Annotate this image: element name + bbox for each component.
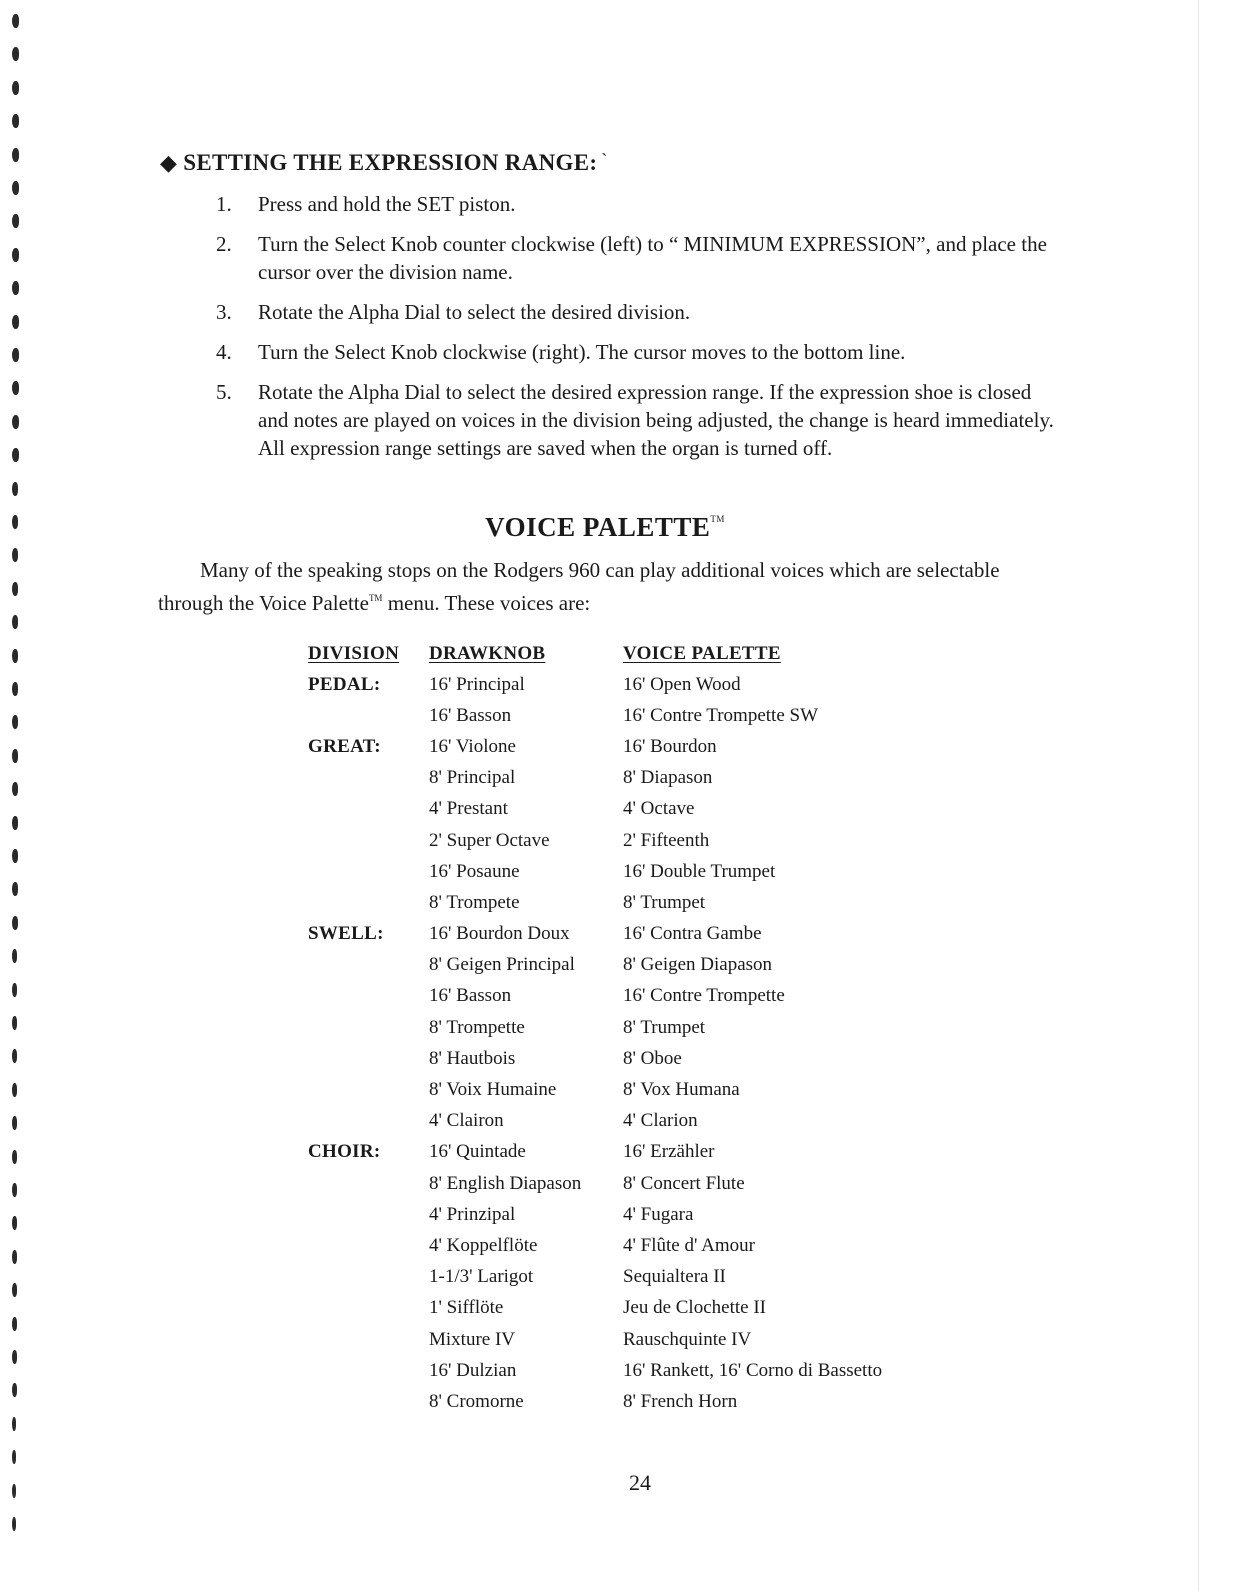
step-number: 5. bbox=[216, 380, 232, 404]
drawknob-cell: 16' Bourdon Doux bbox=[429, 923, 570, 945]
division-cell: SWELL: bbox=[308, 923, 384, 945]
binding-hole bbox=[12, 649, 18, 663]
binding-hole bbox=[12, 315, 19, 329]
division-cell bbox=[308, 887, 429, 918]
voice-cell: 16' Rankett, 16' Corno di Bassetto bbox=[623, 1359, 883, 1381]
voice-cell: Sequialtera II bbox=[623, 1266, 726, 1288]
drawknob-cell: 4' Prinzipal bbox=[429, 1203, 516, 1225]
division-cell bbox=[308, 1199, 429, 1230]
binding-hole bbox=[12, 1517, 16, 1531]
drawknob-cell: 8' Hautbois bbox=[429, 1047, 516, 1069]
binding-hole bbox=[12, 381, 19, 395]
binding-hole bbox=[12, 949, 17, 963]
division-cell bbox=[308, 1043, 429, 1074]
drawknob-cell: 8' Trompette bbox=[429, 1016, 525, 1038]
drawknob-cell: 8' Trompete bbox=[429, 891, 520, 913]
drawknob-cell: 16' Posaune bbox=[429, 860, 520, 882]
table-row bbox=[308, 950, 882, 981]
table-row bbox=[308, 669, 882, 700]
division-cell: CHOIR: bbox=[308, 1141, 381, 1163]
voice-palette-table bbox=[308, 638, 882, 1418]
division-column-header: DIVISION bbox=[308, 642, 400, 664]
voice-cell: 8' Oboe bbox=[623, 1047, 682, 1069]
step-text: Press and hold the SET piston. bbox=[258, 192, 516, 216]
table-row bbox=[308, 1012, 882, 1043]
table-row bbox=[308, 794, 882, 825]
division-cell bbox=[308, 1106, 429, 1137]
voice-cell: 8' Trumpet bbox=[623, 1016, 706, 1038]
binding-hole bbox=[12, 1083, 17, 1097]
binding-hole bbox=[12, 715, 18, 729]
division-cell bbox=[308, 856, 429, 887]
drawknob-cell: 16' Dulzian bbox=[429, 1359, 517, 1381]
division-cell bbox=[308, 1262, 429, 1293]
drawknob-cell: 4' Prestant bbox=[429, 798, 508, 820]
division-cell bbox=[308, 1324, 429, 1355]
drawknob-cell: 16' Principal bbox=[429, 673, 525, 695]
drawknob-cell: 1-1/3' Larigot bbox=[429, 1266, 534, 1288]
voice-cell: 16' Bourdon bbox=[623, 735, 717, 757]
table-row bbox=[308, 731, 882, 762]
division-cell bbox=[308, 1230, 429, 1261]
expression-steps-list bbox=[210, 190, 1060, 474]
voice-cell: 4' Fugara bbox=[623, 1203, 694, 1225]
drawknob-cell: 8' English Diapason bbox=[429, 1172, 582, 1194]
step-number: 2. bbox=[216, 232, 232, 256]
voice-cell: 16' Contre Trompette SW bbox=[623, 704, 819, 726]
step-item bbox=[210, 338, 1060, 366]
table-row bbox=[308, 887, 882, 918]
voice-cell: 8' Concert Flute bbox=[623, 1172, 745, 1194]
drawknob-cell: 4' Koppelflöte bbox=[429, 1234, 538, 1256]
binding-hole bbox=[12, 749, 18, 763]
table-row bbox=[308, 825, 882, 856]
drawknob-column-header: DRAWKNOB bbox=[429, 642, 546, 664]
voice-cell: 8' Geigen Diapason bbox=[623, 954, 773, 976]
table-row bbox=[308, 763, 882, 794]
binding-hole bbox=[12, 1016, 17, 1030]
binding-hole bbox=[12, 181, 19, 195]
division-cell bbox=[308, 763, 429, 794]
stray-mark: ˋ bbox=[601, 150, 608, 170]
drawknob-cell: 16' Violone bbox=[429, 735, 516, 757]
step-item bbox=[210, 230, 1060, 286]
table-row bbox=[308, 1230, 882, 1261]
binding-hole bbox=[12, 1150, 17, 1164]
table-row bbox=[308, 1324, 882, 1355]
binding-hole bbox=[12, 281, 19, 295]
division-cell bbox=[308, 1074, 429, 1105]
table-row bbox=[308, 856, 882, 887]
binding-hole bbox=[12, 1383, 17, 1397]
drawknob-cell: 4' Clairon bbox=[429, 1110, 504, 1132]
voice-cell: 4' Octave bbox=[623, 798, 695, 820]
table-row bbox=[308, 1106, 882, 1137]
table-row bbox=[308, 1043, 882, 1074]
diamond-bullet-icon: ◆ bbox=[160, 150, 178, 175]
voice-cell: Rauschquinte IV bbox=[623, 1328, 752, 1350]
step-number: 1. bbox=[216, 192, 232, 216]
division-cell: PEDAL: bbox=[308, 673, 381, 695]
division-cell bbox=[308, 1012, 429, 1043]
binding-hole bbox=[12, 983, 17, 997]
expression-range-heading bbox=[160, 150, 608, 176]
table-row bbox=[308, 919, 882, 950]
page-number: 24 bbox=[629, 1470, 651, 1495]
binding-hole bbox=[12, 348, 19, 362]
trademark-mark: TM bbox=[710, 514, 725, 524]
step-text: Turn the Select Knob clockwise (right). The cursor moves to the bottom line. bbox=[258, 340, 906, 364]
binding-hole bbox=[12, 1283, 17, 1297]
table-row bbox=[308, 1168, 882, 1199]
division-cell bbox=[308, 981, 429, 1012]
binding-hole bbox=[12, 1317, 17, 1331]
division-cell bbox=[308, 700, 429, 731]
drawknob-cell: 16' Quintade bbox=[429, 1141, 526, 1163]
binding-hole bbox=[12, 582, 18, 596]
voice-cell: 16' Open Wood bbox=[623, 673, 741, 695]
step-number: 3. bbox=[216, 300, 232, 324]
binding-hole bbox=[12, 816, 18, 830]
voice-palette-column-header: VOICE PALETTE bbox=[623, 642, 781, 664]
voice-cell: 16' Contre Trompette bbox=[623, 985, 785, 1007]
binding-hole bbox=[12, 1049, 17, 1063]
drawknob-cell: 8' Cromorne bbox=[429, 1390, 524, 1412]
voice-cell: 16' Contra Gambe bbox=[623, 923, 762, 945]
binding-holes bbox=[12, 14, 26, 1574]
binding-hole bbox=[12, 148, 19, 162]
binding-hole bbox=[12, 782, 18, 796]
binding-hole bbox=[12, 415, 19, 429]
binding-hole bbox=[12, 1450, 16, 1464]
table-row bbox=[308, 1199, 882, 1230]
step-item bbox=[210, 298, 1060, 326]
binding-hole bbox=[12, 482, 18, 496]
binding-hole bbox=[12, 1417, 16, 1431]
voice-palette-title bbox=[0, 512, 1210, 543]
drawknob-cell: 8' Principal bbox=[429, 767, 516, 789]
table-row bbox=[308, 1137, 882, 1168]
voice-cell: 8' Trumpet bbox=[623, 891, 706, 913]
voice-cell: 2' Fifteenth bbox=[623, 829, 710, 851]
binding-hole bbox=[12, 1350, 17, 1364]
binding-hole bbox=[12, 1116, 17, 1130]
binding-hole bbox=[12, 1250, 17, 1264]
voice-palette-title-text: VOICE PALETTE bbox=[485, 512, 711, 542]
binding-hole bbox=[12, 849, 18, 863]
step-item bbox=[210, 190, 1060, 218]
voice-cell: 4' Clarion bbox=[623, 1110, 698, 1132]
table-row bbox=[308, 1355, 882, 1386]
table-row bbox=[308, 1262, 882, 1293]
voice-cell: 4' Flûte d' Amour bbox=[623, 1234, 755, 1256]
division-cell bbox=[308, 825, 429, 856]
division-cell bbox=[308, 1293, 429, 1324]
division-cell bbox=[308, 1386, 429, 1417]
expression-range-title: SETTING THE EXPRESSION RANGE: bbox=[183, 150, 598, 175]
drawknob-cell: 16' Basson bbox=[429, 704, 512, 726]
step-text: Rotate the Alpha Dial to select the desired division. bbox=[258, 300, 691, 324]
voice-cell: 8' Vox Humana bbox=[623, 1079, 740, 1101]
intro-text-part1: Many of the speaking stops on the Rodgers 960 can play additional voices which are selectable through the Voice Palette bbox=[158, 558, 1000, 615]
voice-cell: 16' Double Trumpet bbox=[623, 860, 776, 882]
table-row bbox=[308, 1386, 882, 1417]
voice-cell: 8' Diapason bbox=[623, 767, 713, 789]
step-text: Turn the Select Knob counter clockwise (left) to “ MINIMUM EXPRESSION”, and place the cursor over the division name. bbox=[258, 232, 1047, 284]
binding-hole bbox=[12, 248, 19, 262]
binding-hole bbox=[12, 14, 19, 28]
binding-hole bbox=[12, 882, 18, 896]
step-item bbox=[210, 378, 1060, 462]
voice-cell: 8' French Horn bbox=[623, 1390, 738, 1412]
drawknob-cell: 2' Super Octave bbox=[429, 829, 550, 851]
division-cell bbox=[308, 1168, 429, 1199]
intro-text-part2: menu. These voices are: bbox=[382, 591, 591, 615]
binding-hole bbox=[12, 916, 18, 930]
drawknob-cell: 16' Basson bbox=[429, 985, 512, 1007]
binding-hole bbox=[12, 615, 18, 629]
table-row bbox=[308, 1293, 882, 1324]
table-header-row bbox=[308, 638, 882, 669]
table-row bbox=[308, 1074, 882, 1105]
drawknob-cell: Mixture IV bbox=[429, 1328, 516, 1350]
voice-cell: Jeu de Clochette II bbox=[623, 1297, 766, 1319]
binding-hole bbox=[12, 448, 19, 462]
drawknob-cell: 8' Voix Humaine bbox=[429, 1079, 557, 1101]
table-row bbox=[308, 981, 882, 1012]
division-cell bbox=[308, 794, 429, 825]
division-cell: GREAT: bbox=[308, 735, 381, 757]
step-number: 4. bbox=[216, 340, 232, 364]
binding-hole bbox=[12, 214, 19, 228]
drawknob-cell: 8' Geigen Principal bbox=[429, 954, 575, 976]
division-cell bbox=[308, 950, 429, 981]
binding-hole bbox=[12, 548, 18, 562]
division-cell bbox=[308, 1355, 429, 1386]
voice-table-body bbox=[308, 669, 882, 1418]
binding-hole bbox=[12, 1183, 17, 1197]
step-text: Rotate the Alpha Dial to select the desired expression range. If the expression shoe is closed and notes are played on voices in the division being adjusted, the change is heard immediately. All expression range settings are saved when the organ is turned off. bbox=[258, 380, 1054, 460]
binding-hole bbox=[12, 1216, 17, 1230]
page-edge bbox=[1198, 0, 1199, 1591]
drawknob-cell: 1' Sifflöte bbox=[429, 1297, 504, 1319]
voice-cell: 16' Erzähler bbox=[623, 1141, 715, 1163]
intro-trademark-mark: TM bbox=[368, 593, 383, 603]
binding-hole bbox=[12, 81, 19, 95]
voice-palette-intro bbox=[158, 556, 1038, 617]
table-row bbox=[308, 700, 882, 731]
binding-hole bbox=[12, 114, 19, 128]
binding-hole bbox=[12, 47, 19, 61]
binding-hole bbox=[12, 682, 18, 696]
